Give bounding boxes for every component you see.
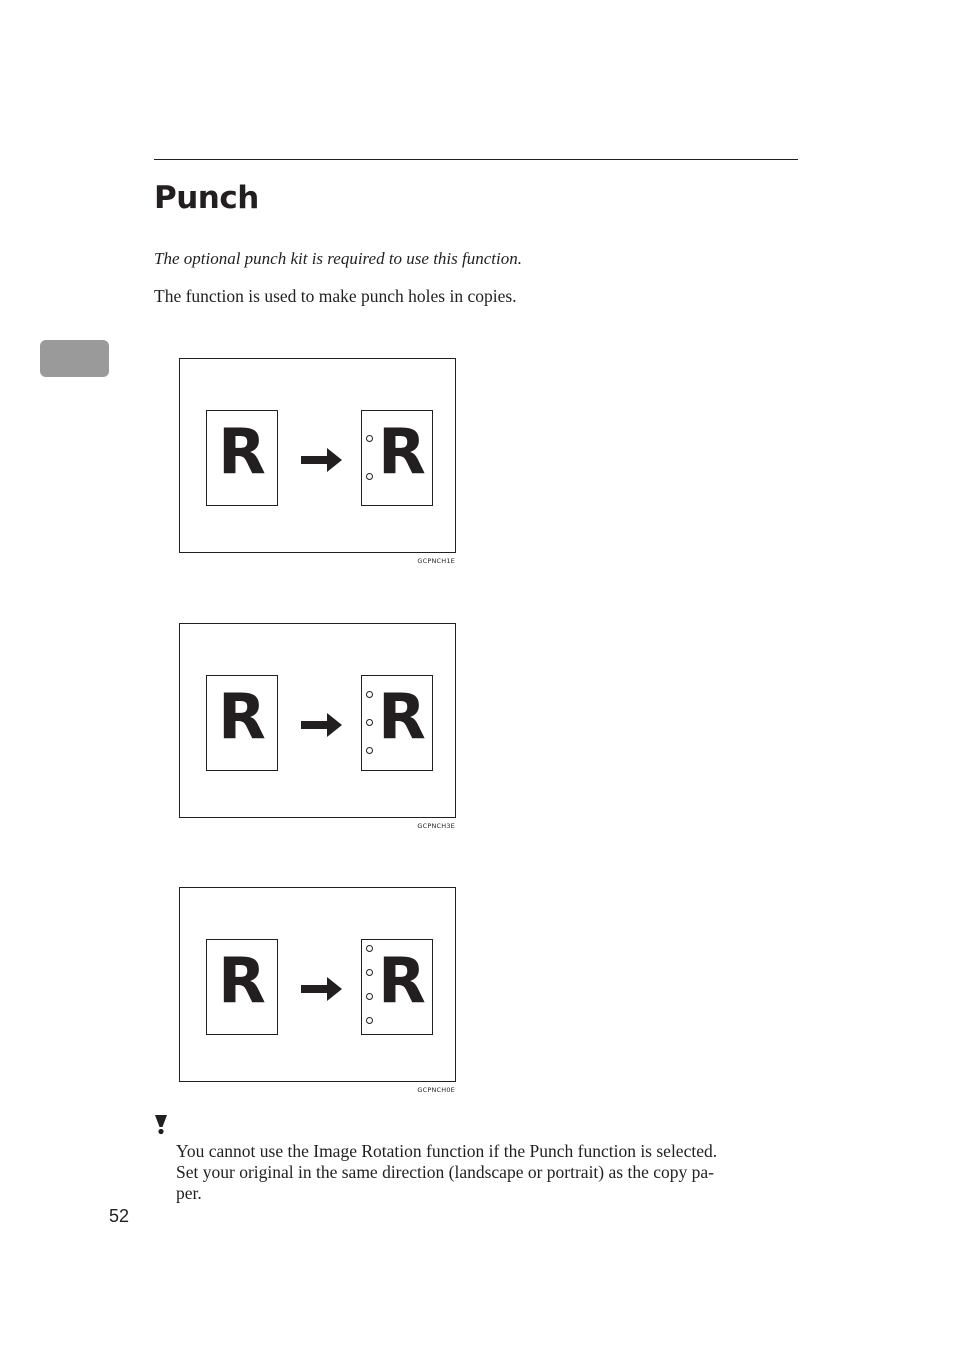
intro-text: The function is used to make punch holes in copies.	[154, 286, 517, 306]
copy-page	[361, 939, 433, 1035]
copy-page	[361, 410, 433, 506]
page-title: Punch	[154, 180, 259, 216]
page-number: 52	[109, 1206, 130, 1226]
figure-code: GCPNCH1E	[417, 557, 455, 565]
figure-two-holes	[179, 358, 456, 565]
original-page	[206, 939, 278, 1035]
punch-hole	[366, 1017, 373, 1024]
caution-icon	[153, 1114, 169, 1135]
arrow-right-icon	[301, 712, 342, 738]
copy-letter: R	[378, 944, 426, 1017]
copy-letter: R	[378, 415, 426, 488]
original-page	[206, 675, 278, 771]
original-page	[206, 410, 278, 506]
caution-line: per.	[176, 1183, 202, 1203]
requirement-note: The optional punch kit is required to use this function.	[154, 249, 522, 268]
original-letter: R	[218, 680, 266, 753]
punch-hole	[366, 747, 373, 754]
original-letter: R	[218, 944, 266, 1017]
figure-four-holes	[179, 887, 456, 1094]
original-letter: R	[218, 415, 266, 488]
caution-note	[176, 1141, 801, 1204]
figure-code: GCPNCH3E	[417, 822, 455, 830]
figure-code: GCPNCH0E	[417, 1086, 455, 1094]
copy-page	[361, 675, 433, 771]
arrow-right-icon	[301, 447, 342, 473]
caution-line: Set your original in the same direction (landscape or portrait) as the copy pa-	[176, 1162, 714, 1182]
caution-line: You cannot use the Image Rotation function if the Punch function is selected.	[176, 1141, 718, 1161]
copy-letter: R	[378, 680, 426, 753]
arrow-right-icon	[301, 976, 342, 1002]
figure-three-holes	[179, 623, 456, 830]
header-rule	[154, 159, 798, 160]
chapter-tab	[40, 340, 109, 377]
